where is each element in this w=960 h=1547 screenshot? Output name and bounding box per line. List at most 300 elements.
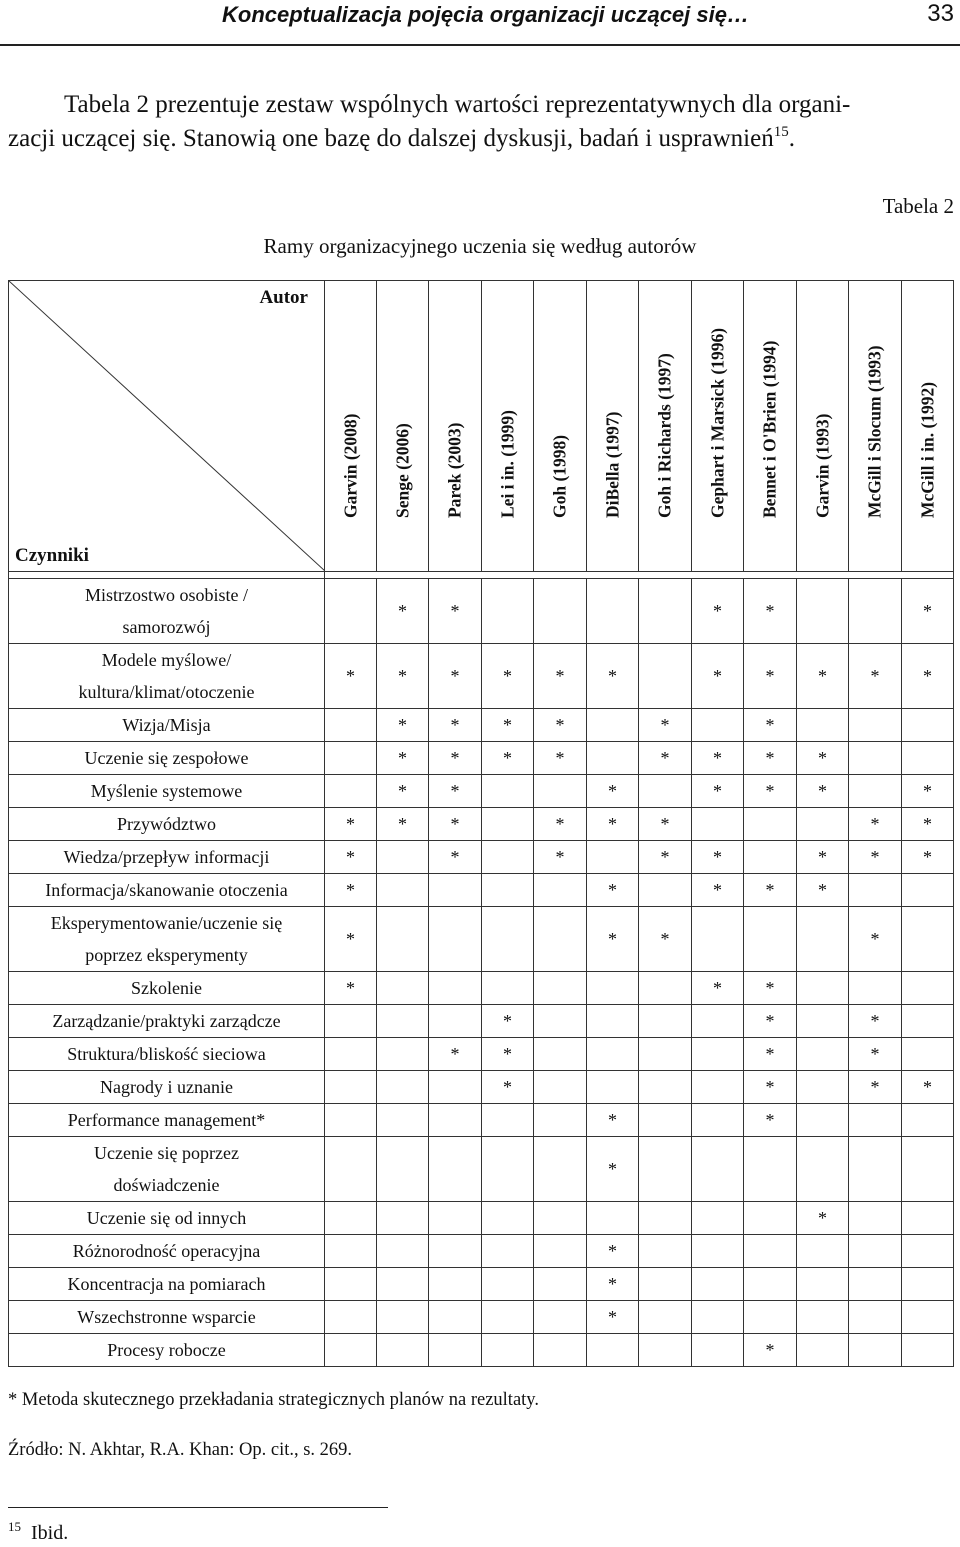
mark-cell (325, 1038, 377, 1071)
footnote-text: Ibid. (31, 1522, 69, 1544)
mark-cell (902, 1071, 954, 1104)
mark-cell (902, 644, 954, 709)
mark-cell (797, 1202, 849, 1235)
mark-cell (902, 709, 954, 742)
factor-name (9, 1235, 325, 1268)
intro-line-2-end: . (788, 125, 795, 152)
mark-cell (692, 1301, 744, 1334)
mark-cell (377, 972, 429, 1005)
mark-cell (849, 579, 902, 644)
star-mark: * (608, 1274, 617, 1294)
factor-line: Myślenie systemowe (90, 781, 243, 801)
mark-cell (692, 972, 744, 1005)
mark-cell (692, 874, 744, 907)
mark-cell (692, 841, 744, 874)
mark-cell (902, 1334, 954, 1367)
factor-name (9, 1334, 325, 1367)
mark-cell (429, 1202, 482, 1235)
star-mark: * (555, 715, 565, 735)
mark-cell (849, 1005, 902, 1038)
mark-cell (429, 709, 482, 742)
factor-name (9, 579, 325, 644)
author-name: Goh (1998) (549, 434, 570, 518)
author-name: McGill i Slocum (1993) (864, 345, 885, 518)
mark-cell (692, 907, 744, 972)
star-mark: * (608, 929, 617, 949)
factor-name (9, 808, 325, 841)
author-header (325, 281, 377, 572)
mark-cell (325, 1005, 377, 1038)
star-mark: * (765, 1340, 775, 1360)
mark-cell (849, 1235, 902, 1268)
star-mark: * (503, 1077, 512, 1097)
mark-cell (692, 1038, 744, 1071)
table-title: Ramy organizacyjnego uczenia się według autorów (263, 234, 697, 258)
mark-cell (692, 1137, 744, 1202)
mark-cell (429, 644, 482, 709)
mark-cell (797, 775, 849, 808)
mark-cell (429, 1235, 482, 1268)
mark-cell (639, 775, 692, 808)
mark-cell (377, 874, 429, 907)
table-source: Źródło: N. Akhtar, R.A. Khan: Op. cit., s. 269. (8, 1440, 353, 1460)
star-mark: * (555, 748, 565, 768)
star-mark: * (398, 781, 407, 801)
factor-line: Koncentracja na pomiarach (67, 1274, 266, 1294)
mark-cell (744, 1334, 797, 1367)
factor-line: doświadczenie (113, 1175, 220, 1195)
mark-cell (902, 874, 954, 907)
mark-cell (797, 1301, 849, 1334)
star-mark: * (713, 666, 722, 686)
table-row (9, 775, 954, 808)
factor-line: Performance management* (67, 1110, 266, 1130)
mark-cell (482, 579, 534, 644)
mark-cell (587, 1137, 639, 1202)
mark-cell (377, 742, 429, 775)
star-mark: * (503, 715, 512, 735)
mark-cell (902, 972, 954, 1005)
mark-cell (429, 1104, 482, 1137)
mark-cell (377, 1334, 429, 1367)
mark-cell (377, 644, 429, 709)
mark-cell (429, 1334, 482, 1367)
mark-cell (325, 709, 377, 742)
mark-cell (692, 742, 744, 775)
mark-cell (797, 1334, 849, 1367)
mark-cell (639, 1235, 692, 1268)
author-name: Parek (2003) (444, 422, 465, 518)
mark-cell (692, 1235, 744, 1268)
factor-name (9, 1005, 325, 1038)
corner-author-label: Autor (259, 287, 308, 308)
mark-cell (482, 775, 534, 808)
mark-cell (639, 972, 692, 1005)
star-mark: * (450, 814, 460, 834)
factor-line: Modele myślowe/ (101, 650, 232, 670)
author-header (534, 281, 587, 572)
mark-cell (639, 1038, 692, 1071)
mark-cell (587, 1334, 639, 1367)
factor-line: Wszechstronne wsparcie (77, 1307, 256, 1327)
star-mark: * (346, 929, 355, 949)
star-mark: * (660, 929, 670, 949)
mark-cell (325, 1071, 377, 1104)
star-mark: * (765, 1044, 775, 1064)
factor-line: Przywództwo (117, 814, 216, 834)
mark-cell (797, 1104, 849, 1137)
author-header (587, 281, 639, 572)
star-mark: * (608, 880, 617, 900)
star-mark: * (713, 978, 722, 998)
star-mark: * (713, 748, 722, 768)
mark-cell (849, 808, 902, 841)
star-mark: * (660, 814, 670, 834)
star-mark: * (555, 814, 565, 834)
factor-name (9, 874, 325, 907)
table-number: Tabela 2 (882, 194, 954, 218)
spacer-row (9, 572, 954, 579)
author-name: McGill i in. (1992) (917, 381, 937, 518)
star-mark: * (765, 715, 775, 735)
corner-factors-label: Czynniki (15, 545, 89, 566)
table-row (9, 808, 954, 841)
star-mark: * (608, 814, 617, 834)
star-mark: * (765, 666, 775, 686)
mark-cell (482, 874, 534, 907)
mark-cell (325, 808, 377, 841)
spacer-cell (325, 572, 954, 579)
table-row (9, 1104, 954, 1137)
mark-cell (902, 1137, 954, 1202)
mark-cell (849, 1104, 902, 1137)
star-mark: * (713, 880, 722, 900)
mark-cell (849, 1137, 902, 1202)
star-mark: * (818, 666, 827, 686)
factor-name (9, 1202, 325, 1235)
mark-cell (587, 709, 639, 742)
table-row (9, 907, 954, 972)
star-mark: * (503, 1044, 512, 1064)
star-mark: * (818, 1208, 827, 1228)
footnote-rule (8, 1507, 388, 1508)
mark-cell (377, 1137, 429, 1202)
mark-cell (587, 874, 639, 907)
mark-cell (902, 1104, 954, 1137)
factor-line: Procesy robocze (107, 1340, 226, 1360)
mark-cell (377, 709, 429, 742)
mark-cell (429, 1301, 482, 1334)
star-mark: * (608, 1307, 617, 1327)
mark-cell (325, 742, 377, 775)
mark-cell (849, 1071, 902, 1104)
mark-cell (377, 1104, 429, 1137)
mark-cell (744, 709, 797, 742)
author-header (639, 281, 692, 572)
mark-cell (587, 1268, 639, 1301)
mark-cell (325, 579, 377, 644)
mark-cell (482, 808, 534, 841)
table-row (9, 1235, 954, 1268)
mark-cell (849, 1038, 902, 1071)
mark-cell (744, 1301, 797, 1334)
mark-cell (744, 1005, 797, 1038)
author-header (429, 281, 482, 572)
mark-cell (429, 1038, 482, 1071)
table-row (9, 1334, 954, 1367)
table-row (9, 1268, 954, 1301)
table-row (9, 1202, 954, 1235)
factor-line: Szkolenie (131, 978, 202, 998)
mark-cell (377, 907, 429, 972)
star-mark: * (870, 847, 880, 867)
star-mark: * (818, 748, 827, 768)
mark-cell (587, 1202, 639, 1235)
star-mark: * (450, 715, 460, 735)
factor-line: kultura/klimat/otoczenie (78, 682, 255, 702)
mark-cell (639, 874, 692, 907)
star-mark: * (870, 666, 880, 686)
mark-cell (692, 775, 744, 808)
mark-cell (377, 1202, 429, 1235)
mark-cell (797, 579, 849, 644)
star-mark: * (765, 748, 775, 768)
mark-cell (377, 808, 429, 841)
mark-cell (797, 1005, 849, 1038)
factor-name (9, 1071, 325, 1104)
mark-cell (744, 1235, 797, 1268)
factor-name (9, 1104, 325, 1137)
star-mark: * (923, 1077, 932, 1097)
star-mark: * (660, 748, 670, 768)
mark-cell (797, 1137, 849, 1202)
table-row (9, 874, 954, 907)
mark-cell (429, 841, 482, 874)
mark-cell (849, 1301, 902, 1334)
mark-cell (429, 874, 482, 907)
mark-cell (849, 709, 902, 742)
mark-cell (849, 907, 902, 972)
mark-cell (902, 1268, 954, 1301)
mark-cell (797, 808, 849, 841)
mark-cell (849, 1268, 902, 1301)
author-name: Senge (2006) (392, 423, 412, 518)
star-mark: * (346, 814, 355, 834)
table-row (9, 709, 954, 742)
mark-cell (429, 742, 482, 775)
mark-cell (377, 1071, 429, 1104)
mark-cell (587, 644, 639, 709)
mark-cell (692, 709, 744, 742)
mark-cell (797, 644, 849, 709)
star-mark: * (450, 601, 460, 621)
author-name: Garvin (1993) (812, 413, 832, 518)
author-header (692, 281, 744, 572)
mark-cell (482, 841, 534, 874)
mark-cell (325, 1202, 377, 1235)
star-mark: * (555, 847, 565, 867)
mark-cell (744, 579, 797, 644)
mark-cell (692, 1202, 744, 1235)
factor-line: poprzez eksperymenty (85, 945, 248, 965)
mark-cell (587, 1071, 639, 1104)
mark-cell (639, 1104, 692, 1137)
mark-cell (797, 972, 849, 1005)
star-mark: * (608, 1241, 617, 1261)
mark-cell (797, 874, 849, 907)
mark-cell (482, 1235, 534, 1268)
author-name: Gephart i Marsick (1996) (707, 327, 727, 518)
mark-cell (482, 1301, 534, 1334)
author-header (902, 281, 954, 572)
mark-cell (639, 1071, 692, 1104)
mark-cell (639, 808, 692, 841)
mark-cell (692, 1268, 744, 1301)
mark-cell (797, 742, 849, 775)
mark-cell (639, 1268, 692, 1301)
mark-cell (325, 874, 377, 907)
mark-cell (902, 808, 954, 841)
mark-cell (377, 841, 429, 874)
mark-cell (325, 644, 377, 709)
table-row (9, 1137, 954, 1202)
running-title: Konceptualizacja pojęcia organizacji uczącej się… (222, 2, 749, 27)
mark-cell (534, 1005, 587, 1038)
star-mark: * (713, 781, 722, 801)
mark-cell (534, 1235, 587, 1268)
mark-cell (692, 1104, 744, 1137)
star-mark: * (450, 748, 460, 768)
mark-cell (849, 1334, 902, 1367)
mark-cell (587, 972, 639, 1005)
mark-cell (377, 1038, 429, 1071)
star-mark: * (450, 1044, 460, 1064)
table-corner (9, 281, 325, 572)
mark-cell (429, 579, 482, 644)
mark-cell (482, 907, 534, 972)
mark-cell (377, 1005, 429, 1038)
star-mark: * (818, 880, 827, 900)
footnote-number: 15 (8, 1519, 21, 1534)
mark-cell (429, 907, 482, 972)
mark-cell (587, 579, 639, 644)
mark-cell (482, 1038, 534, 1071)
spacer-cell (9, 572, 325, 579)
mark-cell (482, 709, 534, 742)
factor-line: Uczenie się zespołowe (84, 748, 249, 768)
star-mark: * (765, 1011, 775, 1031)
mark-cell (482, 1334, 534, 1367)
mark-cell (482, 1104, 534, 1137)
star-mark: * (346, 666, 355, 686)
mark-cell (902, 1202, 954, 1235)
author-header-row (9, 281, 954, 572)
mark-cell (849, 841, 902, 874)
mark-cell (639, 907, 692, 972)
mark-cell (587, 1104, 639, 1137)
mark-cell (429, 1071, 482, 1104)
table-row (9, 841, 954, 874)
mark-cell (692, 808, 744, 841)
star-mark: * (608, 1159, 617, 1179)
mark-cell (692, 1334, 744, 1367)
mark-cell (797, 841, 849, 874)
factor-name (9, 972, 325, 1005)
factor-name (9, 841, 325, 874)
mark-cell (587, 775, 639, 808)
star-mark: * (555, 666, 565, 686)
mark-cell (587, 1005, 639, 1038)
star-mark: * (450, 666, 460, 686)
factor-line: Mistrzostwo osobiste / (84, 585, 248, 605)
mark-cell (797, 1071, 849, 1104)
star-mark: * (923, 847, 932, 867)
mark-cell (849, 742, 902, 775)
mark-cell (797, 709, 849, 742)
table-row (9, 1071, 954, 1104)
star-mark: * (870, 1077, 880, 1097)
star-mark: * (765, 978, 775, 998)
star-mark: * (765, 781, 775, 801)
mark-cell (534, 644, 587, 709)
star-mark: * (870, 814, 880, 834)
star-mark: * (398, 748, 407, 768)
mark-cell (849, 972, 902, 1005)
mark-cell (902, 1038, 954, 1071)
factor-line: Eksperymentowanie/uczenie się (50, 913, 283, 933)
factor-name (9, 907, 325, 972)
mark-cell (797, 1235, 849, 1268)
author-header (797, 281, 849, 572)
mark-cell (534, 1301, 587, 1334)
table-star-note: * Metoda skutecznego przekładania strategicznych planów na rezultaty. (8, 1390, 539, 1410)
factor-name (9, 709, 325, 742)
mark-cell (849, 775, 902, 808)
mark-cell (534, 1202, 587, 1235)
mark-cell (534, 1137, 587, 1202)
mark-cell (639, 644, 692, 709)
mark-cell (639, 709, 692, 742)
mark-cell (534, 579, 587, 644)
mark-cell (849, 1202, 902, 1235)
mark-cell (377, 775, 429, 808)
footnote-ref[interactable]: 15 (773, 124, 789, 140)
star-mark: * (608, 666, 617, 686)
mark-cell (639, 1301, 692, 1334)
mark-cell (534, 874, 587, 907)
mark-cell (744, 1038, 797, 1071)
author-name: DiBella (1997) (602, 411, 622, 518)
mark-cell (325, 1334, 377, 1367)
mark-cell (902, 1005, 954, 1038)
star-mark: * (346, 978, 355, 998)
star-mark: * (870, 1044, 880, 1064)
author-header (744, 281, 797, 572)
mark-cell (325, 841, 377, 874)
star-mark: * (923, 814, 932, 834)
star-mark: * (923, 666, 932, 686)
mark-cell (587, 841, 639, 874)
mark-cell (325, 972, 377, 1005)
mark-cell (587, 742, 639, 775)
mark-cell (639, 1334, 692, 1367)
mark-cell (534, 972, 587, 1005)
running-header (0, 0, 960, 46)
factor-line: Wizja/Misja (122, 715, 211, 735)
mark-cell (377, 1301, 429, 1334)
table-row (9, 579, 954, 644)
star-mark: * (398, 601, 407, 621)
